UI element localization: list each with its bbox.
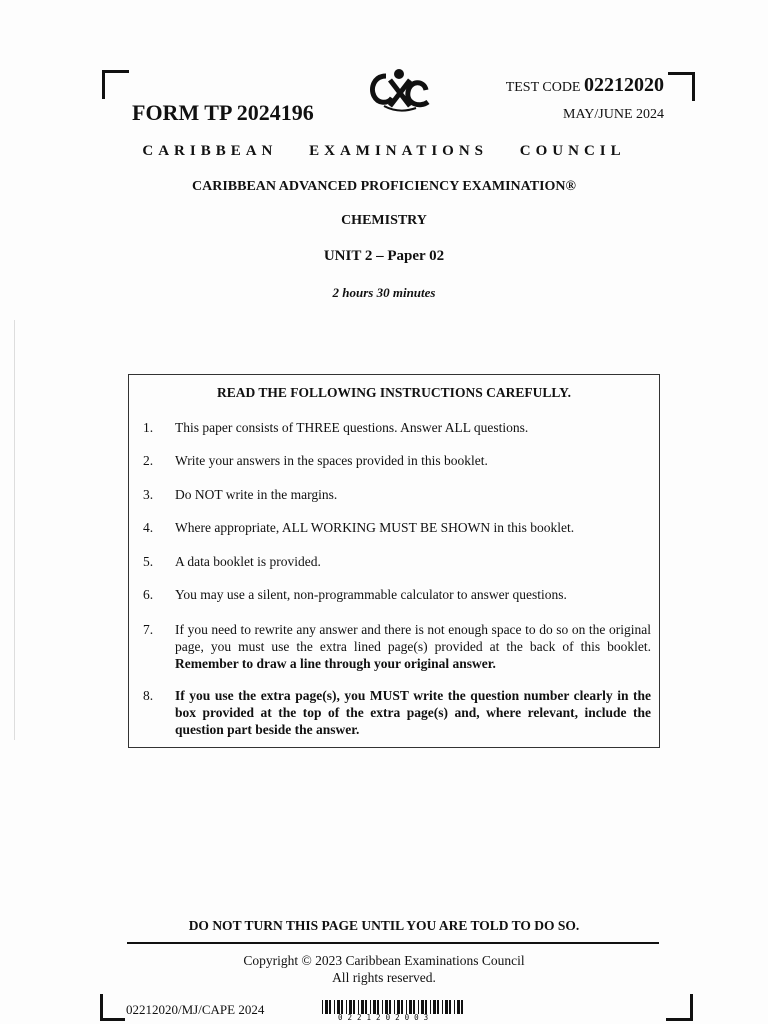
test-code-label: TEST CODE <box>505 80 581 95</box>
instruction-text-bold: If you use the extra page(s), you MUST write the question number clearly in the box provided at the top of the extra page(s) and, where relevant, include the question part beside the answer. <box>175 688 651 737</box>
do-not-turn-notice: DO NOT TURN THIS PAGE UNTIL YOU ARE TOLD TO DO SO. <box>188 918 580 933</box>
instruction-text: Do NOT write in the margins. <box>175 487 338 502</box>
council-word-3: COUNCIL <box>519 143 626 159</box>
instruction-number: 5. <box>143 554 154 569</box>
instruction-number: 1. <box>143 420 154 435</box>
form-code: FORM TP 2024196 <box>132 100 314 125</box>
council-word-1: CARIBBEAN <box>142 143 278 159</box>
instruction-number: 3. <box>143 487 154 502</box>
instruction-item <box>143 419 651 436</box>
instruction-text: Where appropriate, ALL WORKING MUST BE SHOWN in this booklet. <box>175 520 575 535</box>
barcode-icon <box>322 1000 466 1014</box>
unit-paper: UNIT 2 – Paper 02 <box>323 248 445 264</box>
barcode-number: 0221202003 <box>338 1013 434 1022</box>
instruction-number: 8. <box>143 688 154 703</box>
instruction-text: Write your answers in the spaces provided in this booklet. <box>175 453 488 468</box>
instructions-title: READ THE FOLLOWING INSTRUCTIONS CAREFULLY. <box>217 385 571 400</box>
scan-edge-line <box>14 320 15 740</box>
footer-code: 02212020/MJ/CAPE 2024 <box>126 1002 265 1017</box>
exam-session: MAY/JUNE 2024 <box>563 107 664 122</box>
copyright <box>0 952 768 986</box>
instruction-number: 7. <box>143 622 154 637</box>
duration: 2 hours 30 minutes <box>332 285 436 300</box>
instruction-text <box>175 621 651 672</box>
instruction-text: A data booklet is provided. <box>175 554 321 569</box>
corner-mark-bottom-right <box>666 994 693 1021</box>
instruction-item <box>143 687 651 738</box>
corner-mark-top-left <box>102 70 129 99</box>
instruction-text-bold: Remember to draw a line through your original answer. <box>175 656 496 671</box>
exam-name: CARIBBEAN ADVANCED PROFICIENCY EXAMINATION® <box>192 179 576 194</box>
instruction-item <box>143 586 651 603</box>
divider-rule <box>127 942 659 944</box>
instruction-item <box>143 452 651 469</box>
corner-mark-top-right <box>668 72 695 101</box>
test-code <box>506 74 664 97</box>
subject: CHEMISTRY <box>341 213 427 228</box>
instructions-box <box>128 374 660 748</box>
test-code-value: 02212020 <box>584 74 664 96</box>
rights-line: All rights reserved. <box>332 970 436 985</box>
instruction-item <box>143 553 651 570</box>
copyright-line: Copyright © 2023 Caribbean Examinations Council <box>243 953 525 968</box>
instruction-number: 2. <box>143 453 154 468</box>
instruction-item <box>143 519 651 536</box>
council-word-2: EXAMINATIONS <box>309 143 489 159</box>
instruction-number: 4. <box>143 520 154 535</box>
council-name <box>0 143 768 160</box>
instruction-item <box>143 621 651 672</box>
corner-mark-bottom-left <box>100 994 125 1021</box>
instruction-number: 6. <box>143 587 154 602</box>
cxc-logo-icon <box>366 66 432 114</box>
instruction-item <box>143 486 651 503</box>
instruction-text-plain: If you need to rewrite any answer and there is not enough space to do so on the original page, you must use the extra lined page(s) provided at the back of this booklet. <box>175 622 651 654</box>
instruction-text: You may use a silent, non-programmable calculator to answer questions. <box>175 587 567 602</box>
instruction-text: This paper consists of THREE questions. Answer ALL questions. <box>175 420 529 435</box>
